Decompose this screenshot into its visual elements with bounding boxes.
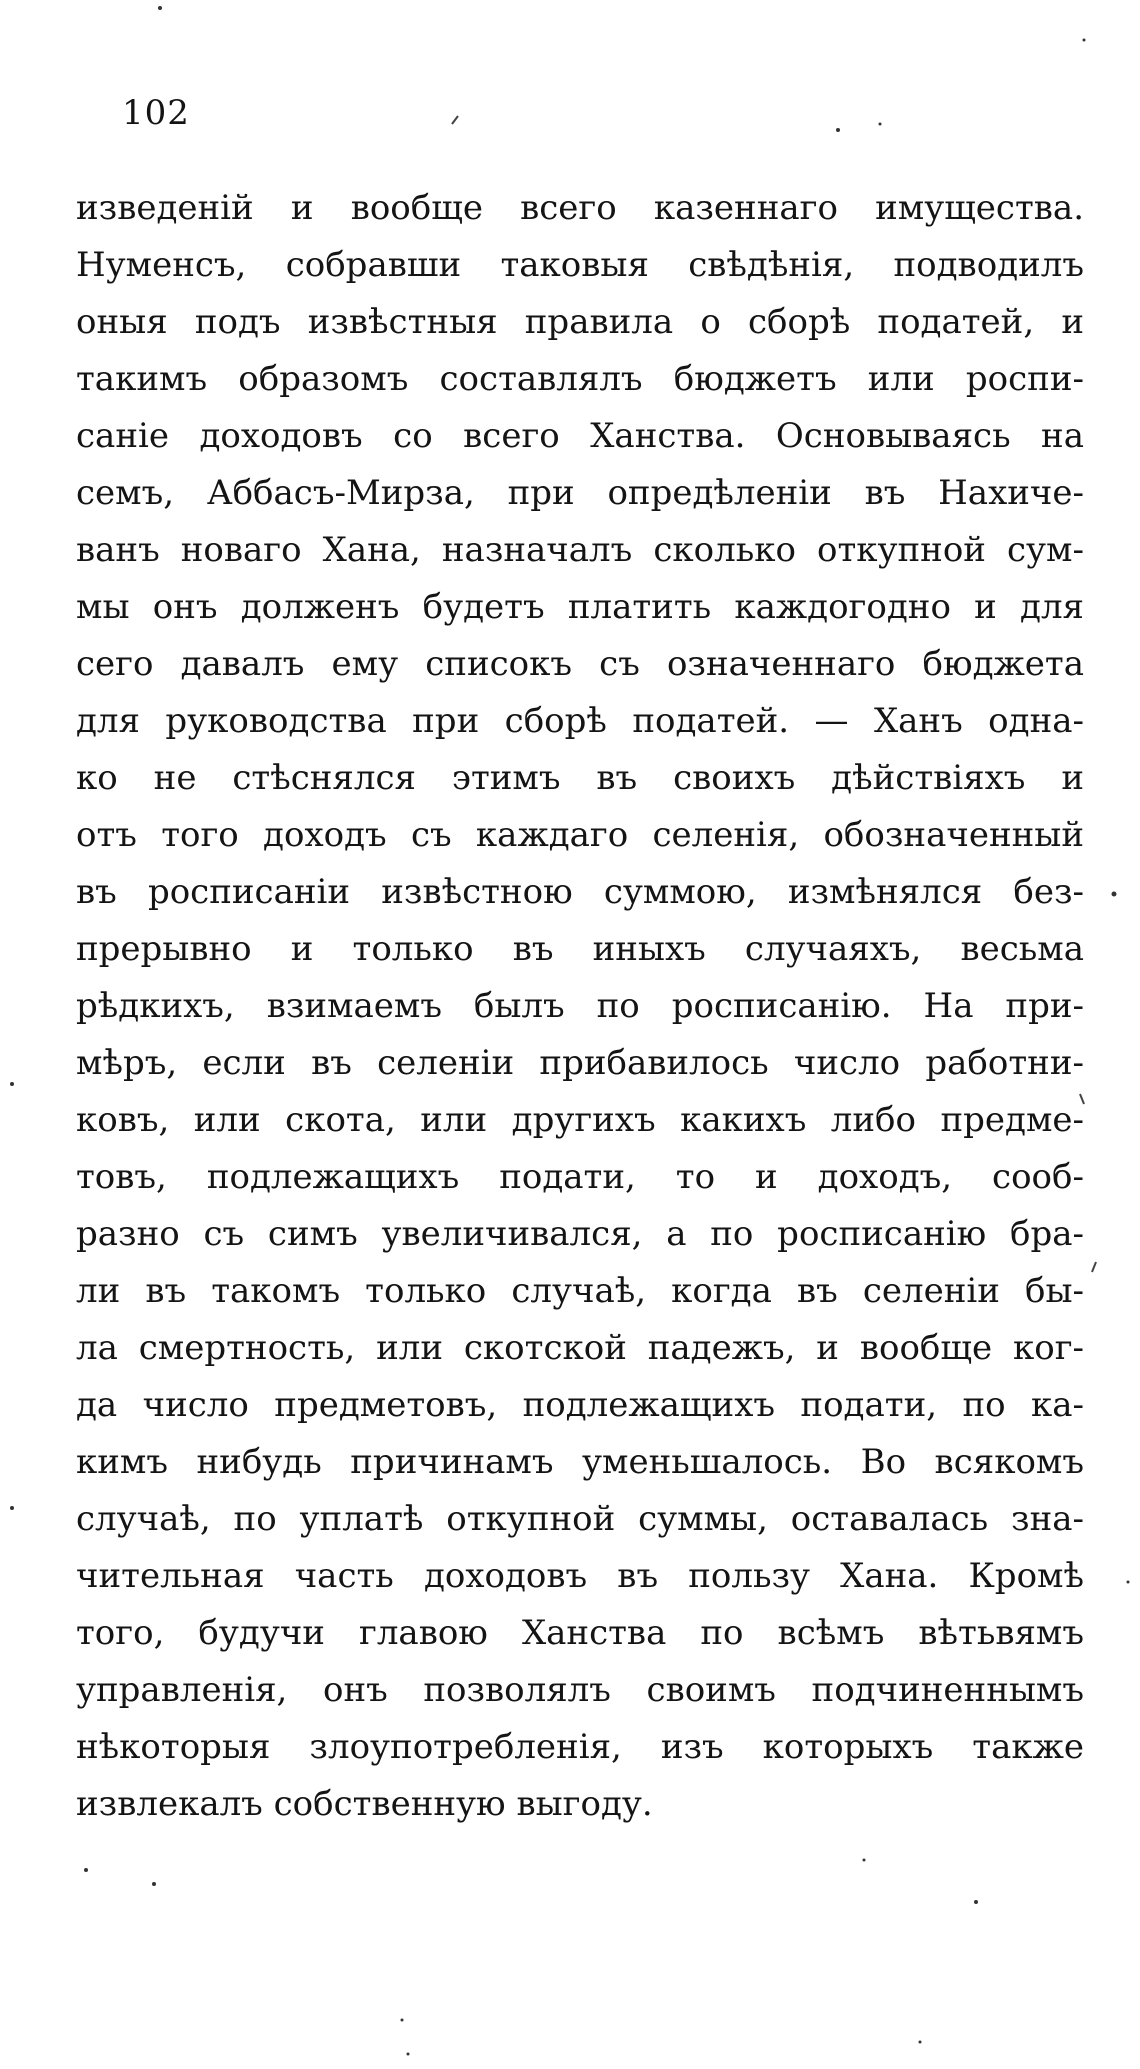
text-line: да число предметовъ, подлежащихъ подати, по ка- bbox=[76, 1385, 1084, 1425]
text-line-last: извлекалъ собственную выгоду. bbox=[76, 1784, 653, 1824]
text-line: ковъ, или скота, или другихъ какихъ либо предме- bbox=[76, 1100, 1084, 1140]
text-line: ванъ новаго Хана, назначалъ сколько откупной сум- bbox=[76, 530, 1084, 570]
text-line: ко не стѣснялся этимъ въ своихъ дѣйствіяхъ и bbox=[76, 758, 1084, 798]
text-line: для руководства при сборѣ податей. — Ханъ одна- bbox=[76, 701, 1084, 741]
text-line: такимъ образомъ составлялъ бюджетъ или роспи- bbox=[76, 359, 1084, 399]
text-line: Нуменсъ, собравши таковыя свѣдѣнія, подводилъ bbox=[76, 245, 1084, 285]
text-line: прерывно и только въ иныхъ случаяхъ, весьма bbox=[76, 929, 1084, 969]
page-number: 102 bbox=[122, 93, 190, 133]
text-line: оныя подъ извѣстныя правила о сборѣ податей, и bbox=[76, 302, 1084, 342]
text-line: изведеній и вообще всего казеннаго имущества. bbox=[76, 188, 1084, 228]
text-line: кимъ нибудь причинамъ уменьшалось. Во всякомъ bbox=[76, 1442, 1084, 1482]
text-line: чительная часть доходовъ въ пользу Хана. Кромѣ bbox=[76, 1556, 1084, 1596]
text-line: рѣдкихъ, взимаемъ былъ по росписанію. На при- bbox=[76, 986, 1084, 1026]
text-line: нѣкоторыя злоупотребленія, изъ которыхъ также bbox=[76, 1727, 1084, 1767]
body-text bbox=[76, 180, 1084, 1833]
text-line: ли въ такомъ только случаѣ, когда въ селеніи бы- bbox=[76, 1271, 1084, 1311]
text-line: отъ того доходъ съ каждаго селенія, обозначенный bbox=[76, 815, 1084, 855]
text-line: мы онъ долженъ будетъ платить каждогодно и для bbox=[76, 587, 1084, 627]
text-line: мѣръ, если въ селеніи прибавилось число работни- bbox=[76, 1043, 1084, 1083]
text-line: того, будучи главою Ханства по всѣмъ вѣтьвямъ bbox=[76, 1613, 1084, 1653]
text-line: семъ, Аббасъ-Мирза, при опредѣленіи въ Нахиче- bbox=[76, 473, 1084, 513]
text-line: въ росписаніи извѣстною суммою, измѣнялся без- bbox=[76, 872, 1084, 912]
text-line: саніе доходовъ со всего Ханства. Основываясь на bbox=[76, 416, 1084, 456]
text-line: товъ, подлежащихъ подати, то и доходъ, сооб- bbox=[76, 1157, 1084, 1197]
text-line: случаѣ, по уплатѣ откупной суммы, оставалась зна- bbox=[76, 1499, 1084, 1539]
text-line: управленія, онъ позволялъ своимъ подчиненнымъ bbox=[76, 1670, 1084, 1710]
text-line: сего давалъ ему списокъ съ означеннаго бюджета bbox=[76, 644, 1084, 684]
text-line: разно съ симъ увеличивался, а по росписанію бра- bbox=[76, 1214, 1084, 1254]
text-line: ла смертность, или скотской падежъ, и вообще ког- bbox=[76, 1328, 1084, 1368]
